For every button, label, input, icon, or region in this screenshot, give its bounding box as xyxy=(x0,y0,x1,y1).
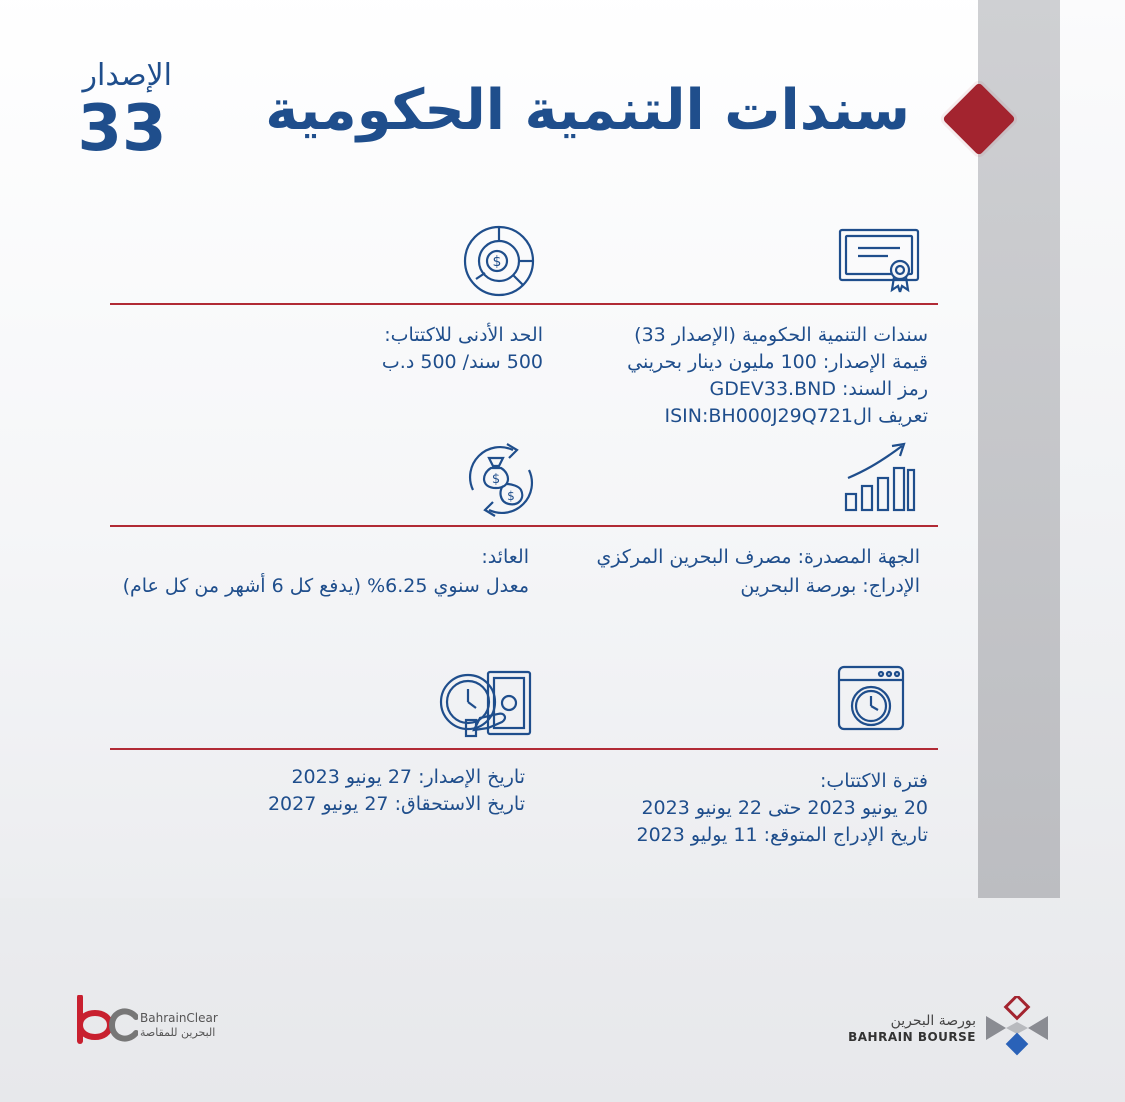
svg-text:$: $ xyxy=(491,472,501,487)
bond-info-line: رمز السند: GDEV33.BND xyxy=(709,378,928,400)
growth-chart-icon xyxy=(842,440,918,512)
subscription-period-label: فترة الاكتتاب: xyxy=(820,770,928,792)
subscription-period-range: 20 يونيو 2023 حتى 22 يونيو 2023 xyxy=(641,797,928,819)
calendar-clock-icon xyxy=(836,664,906,734)
svg-text:$: $ xyxy=(492,254,502,270)
issue-label: الإصدار xyxy=(82,58,172,93)
expected-listing-date: تاريخ الإدراج المتوقع: 11 يوليو 2023 xyxy=(636,824,928,846)
yield-value: معدل سنوي 6.25% (يدفع كل 6 أشهر من كل عام) xyxy=(122,575,529,597)
divider-line xyxy=(110,525,938,527)
issuer-line: الجهة المصدرة: مصرف البحرين المركزي xyxy=(596,546,920,568)
bahrain-bourse-logo-icon xyxy=(984,996,1054,1060)
bahrain-bourse-name-en: BAHRAIN BOURSE xyxy=(848,1030,976,1044)
bond-info-line: سندات التنمية الحكومية (الإصدار 33) xyxy=(634,324,928,346)
issue-number: 33 xyxy=(77,92,167,166)
issuer-block xyxy=(596,543,920,601)
bahrainclear-logo xyxy=(74,995,138,1053)
clock-money-icon xyxy=(438,668,534,738)
money-cycle-icon xyxy=(459,440,543,520)
divider-line xyxy=(110,303,938,305)
listing-line: الإدراج: بورصة البحرين xyxy=(740,575,920,597)
min-subscription-block xyxy=(382,322,543,376)
min-subscription-label: الحد الأدنى للاكتتاب: xyxy=(384,324,543,346)
subscription-period-block xyxy=(637,768,929,849)
page-title: سندات التنمية الحكومية xyxy=(265,78,910,143)
certificate-icon xyxy=(838,226,922,294)
bond-info-line: قيمة الإصدار: 100 مليون دينار بحريني xyxy=(627,351,928,373)
dates-block xyxy=(268,764,525,818)
yield-label: العائد: xyxy=(481,546,529,568)
dollar-chart-icon xyxy=(462,224,536,298)
bahrainclear-name-en: BahrainClear xyxy=(140,1011,218,1025)
bond-info-block xyxy=(627,322,928,430)
yield-block xyxy=(123,543,529,601)
maturity-date: تاريخ الاستحقاق: 27 يونيو 2027 xyxy=(267,793,525,815)
divider-line xyxy=(110,748,938,750)
bahrainclear-name-ar: البحرين للمقاصة xyxy=(140,1026,216,1039)
min-subscription-value: 500 سند/ 500 د.ب xyxy=(381,351,543,373)
issue-date: تاريخ الإصدار: 27 يونيو 2023 xyxy=(291,766,525,788)
svg-text:$: $ xyxy=(507,489,515,503)
bond-info-line: تعريف الISIN:BH000J29Q721 xyxy=(664,405,928,427)
bahrain-bourse-name-ar: بورصة البحرين xyxy=(890,1013,976,1029)
